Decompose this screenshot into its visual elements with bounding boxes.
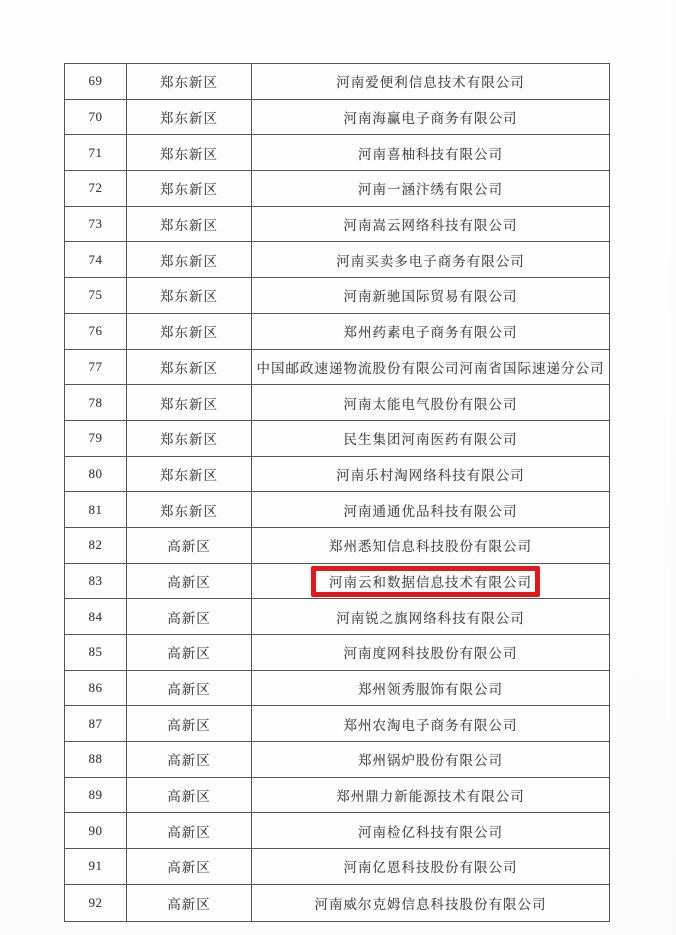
district-cell bbox=[127, 457, 252, 492]
company-cell-text: 河南亿恩科技股份有限公司 bbox=[343, 860, 518, 876]
company-cell-text: 郑州药素电子商务有限公司 bbox=[343, 325, 518, 341]
district-cell bbox=[127, 706, 252, 741]
company-cell-text: 郑州领秀服饰有限公司 bbox=[358, 682, 503, 698]
company-cell-text: 河南检亿科技有限公司 bbox=[358, 824, 503, 840]
district-cell bbox=[127, 778, 252, 813]
row-number-cell-text: 70 bbox=[88, 109, 103, 125]
row-number-cell-text: 80 bbox=[88, 465, 103, 481]
district-cell bbox=[127, 385, 252, 420]
district-cell bbox=[127, 64, 252, 99]
district-cell bbox=[127, 171, 252, 206]
company-cell bbox=[252, 742, 609, 777]
row-number-cell-text: 84 bbox=[88, 608, 103, 624]
company-cell-text: 河南嵩云网络科技有限公司 bbox=[343, 218, 518, 234]
company-cell bbox=[252, 706, 609, 741]
table-row bbox=[65, 64, 609, 100]
district-cell bbox=[127, 421, 252, 456]
district-cell bbox=[127, 564, 252, 599]
company-cell bbox=[252, 492, 609, 527]
table-row bbox=[65, 457, 609, 493]
row-number-cell bbox=[65, 778, 127, 813]
table-row bbox=[65, 885, 609, 921]
district-cell-text: 高新区 bbox=[167, 539, 211, 555]
district-cell-text: 高新区 bbox=[167, 717, 211, 733]
row-number-cell bbox=[65, 742, 127, 777]
table-row bbox=[65, 813, 609, 849]
district-cell-text: 郑东新区 bbox=[160, 396, 218, 412]
company-cell bbox=[252, 599, 609, 634]
district-cell-text: 郑东新区 bbox=[160, 75, 218, 91]
district-cell bbox=[127, 635, 252, 670]
district-cell-text: 高新区 bbox=[167, 753, 211, 769]
company-cell bbox=[252, 457, 609, 492]
row-number-cell bbox=[65, 528, 127, 563]
district-cell bbox=[127, 278, 252, 313]
company-cell-text: 郑州鼎力新能源技术有限公司 bbox=[336, 789, 525, 805]
district-cell-text: 郑东新区 bbox=[160, 325, 218, 341]
table-row bbox=[65, 314, 609, 350]
row-number-cell-text: 87 bbox=[88, 715, 103, 731]
table-row bbox=[65, 385, 609, 421]
row-number-cell bbox=[65, 849, 127, 884]
company-cell-text: 郑州农淘电子商务有限公司 bbox=[343, 717, 518, 733]
district-cell-text: 郑东新区 bbox=[160, 146, 218, 162]
row-number-cell-text: 88 bbox=[88, 751, 103, 767]
company-cell bbox=[252, 278, 609, 313]
table-row bbox=[65, 492, 609, 528]
row-number-cell-text: 79 bbox=[88, 430, 103, 446]
row-number-cell bbox=[65, 564, 127, 599]
row-number-cell bbox=[65, 314, 127, 349]
district-cell-text: 高新区 bbox=[167, 789, 211, 805]
company-cell bbox=[252, 135, 609, 170]
company-cell-text: 河南云和数据信息技术有限公司 bbox=[329, 574, 532, 590]
row-number-cell bbox=[65, 135, 127, 170]
company-cell bbox=[252, 671, 609, 706]
company-cell bbox=[252, 778, 609, 813]
district-cell-text: 郑东新区 bbox=[160, 289, 218, 305]
district-cell bbox=[127, 742, 252, 777]
row-number-cell-text: 83 bbox=[88, 572, 103, 588]
row-number-cell-text: 72 bbox=[88, 180, 103, 196]
company-cell-text: 河南度网科技股份有限公司 bbox=[343, 646, 518, 662]
company-cell-text: 郑州悉知信息科技股份有限公司 bbox=[329, 539, 532, 555]
district-cell bbox=[127, 528, 252, 563]
district-cell bbox=[127, 100, 252, 135]
row-number-cell bbox=[65, 421, 127, 456]
row-number-cell-text: 75 bbox=[88, 287, 103, 303]
district-cell bbox=[127, 350, 252, 385]
company-cell-text: 河南买卖多电子商务有限公司 bbox=[336, 253, 525, 269]
district-cell-text: 高新区 bbox=[167, 824, 211, 840]
district-cell-text: 郑东新区 bbox=[160, 253, 218, 269]
company-cell bbox=[252, 849, 609, 884]
row-number-cell-text: 74 bbox=[88, 251, 103, 267]
company-cell bbox=[252, 635, 609, 670]
row-number-cell bbox=[65, 100, 127, 135]
table-row bbox=[65, 635, 609, 671]
row-number-cell-text: 82 bbox=[88, 537, 103, 553]
row-number-cell bbox=[65, 671, 127, 706]
row-number-cell bbox=[65, 207, 127, 242]
district-cell bbox=[127, 599, 252, 634]
row-number-cell bbox=[65, 350, 127, 385]
company-cell bbox=[252, 885, 609, 921]
district-cell bbox=[127, 885, 252, 921]
company-cell bbox=[252, 421, 609, 456]
row-number-cell bbox=[65, 599, 127, 634]
district-cell-text: 郑东新区 bbox=[160, 111, 218, 127]
row-number-cell-text: 91 bbox=[88, 858, 103, 874]
row-number-cell-text: 92 bbox=[88, 894, 103, 910]
company-cell-text: 河南一涵汴绣有限公司 bbox=[358, 182, 503, 198]
table-row bbox=[65, 671, 609, 707]
row-number-cell bbox=[65, 813, 127, 848]
company-cell-text: 河南通通优品科技有限公司 bbox=[343, 503, 518, 519]
row-number-cell bbox=[65, 885, 127, 921]
table-row bbox=[65, 100, 609, 136]
company-cell bbox=[252, 171, 609, 206]
company-cell bbox=[252, 350, 609, 385]
row-number-cell-text: 85 bbox=[88, 644, 103, 660]
row-number-cell-text: 86 bbox=[88, 680, 103, 696]
company-cell-text: 河南乐村淘网络科技有限公司 bbox=[336, 467, 525, 483]
company-cell-text: 河南新驰国际贸易有限公司 bbox=[343, 289, 518, 305]
company-cell-text: 河南威尔克姆信息科技股份有限公司 bbox=[314, 896, 547, 912]
company-cell bbox=[252, 242, 609, 277]
company-cell-text: 河南太能电气股份有限公司 bbox=[343, 396, 518, 412]
row-number-cell bbox=[65, 457, 127, 492]
district-cell bbox=[127, 135, 252, 170]
company-cell-text: 郑州锅炉股份有限公司 bbox=[358, 753, 503, 769]
district-cell bbox=[127, 314, 252, 349]
row-number-cell-text: 69 bbox=[88, 73, 103, 89]
company-cell-text: 中国邮政速递物流股份有限公司河南省国际速递分公司 bbox=[256, 360, 605, 376]
table-row bbox=[65, 350, 609, 386]
row-number-cell bbox=[65, 278, 127, 313]
table-row bbox=[65, 135, 609, 171]
row-number-cell bbox=[65, 171, 127, 206]
district-cell bbox=[127, 849, 252, 884]
company-cell bbox=[252, 207, 609, 242]
company-cell-text: 河南海赢电子商务有限公司 bbox=[343, 111, 518, 127]
scan-edge-shading bbox=[668, 0, 676, 935]
district-cell-text: 高新区 bbox=[167, 646, 211, 662]
district-cell-text: 郑东新区 bbox=[160, 503, 218, 519]
table-row bbox=[65, 171, 609, 207]
district-cell-text: 高新区 bbox=[167, 682, 211, 698]
table-row bbox=[65, 599, 609, 635]
company-cell-text: 河南锐之旗网络科技有限公司 bbox=[336, 610, 525, 626]
district-cell-text: 郑东新区 bbox=[160, 182, 218, 198]
district-cell bbox=[127, 492, 252, 527]
district-cell-text: 高新区 bbox=[167, 860, 211, 876]
row-number-cell-text: 90 bbox=[88, 822, 103, 838]
row-number-cell-text: 78 bbox=[88, 394, 103, 410]
row-number-cell-text: 71 bbox=[88, 144, 103, 160]
table-row bbox=[65, 564, 609, 600]
company-cell bbox=[252, 813, 609, 848]
table-row bbox=[65, 742, 609, 778]
company-cell-text: 河南爱便利信息技术有限公司 bbox=[336, 75, 525, 91]
district-cell-text: 高新区 bbox=[167, 896, 211, 912]
district-cell bbox=[127, 242, 252, 277]
company-cell bbox=[252, 64, 609, 99]
company-cell bbox=[252, 385, 609, 420]
district-cell-text: 郑东新区 bbox=[160, 467, 218, 483]
district-cell bbox=[127, 207, 252, 242]
district-cell-text: 高新区 bbox=[167, 610, 211, 626]
company-cell-text: 河南喜柚科技有限公司 bbox=[358, 146, 503, 162]
table-row bbox=[65, 849, 609, 885]
district-cell-text: 郑东新区 bbox=[160, 360, 218, 376]
row-number-cell-text: 77 bbox=[88, 358, 103, 374]
row-number-cell-text: 89 bbox=[88, 787, 103, 803]
district-cell-text: 郑东新区 bbox=[160, 432, 218, 448]
table-row bbox=[65, 421, 609, 457]
table-row bbox=[65, 278, 609, 314]
table-row bbox=[65, 778, 609, 814]
row-number-cell-text: 81 bbox=[88, 501, 103, 517]
table-row bbox=[65, 242, 609, 278]
row-number-cell bbox=[65, 492, 127, 527]
district-cell-text: 高新区 bbox=[167, 574, 211, 590]
company-cell bbox=[252, 314, 609, 349]
row-number-cell bbox=[65, 706, 127, 741]
company-cell bbox=[252, 564, 609, 599]
row-number-cell bbox=[65, 635, 127, 670]
table-row bbox=[65, 528, 609, 564]
row-number-cell-text: 76 bbox=[88, 323, 103, 339]
district-cell bbox=[127, 671, 252, 706]
company-cell-text: 民生集团河南医药有限公司 bbox=[343, 432, 518, 448]
row-number-cell bbox=[65, 385, 127, 420]
table-row bbox=[65, 706, 609, 742]
row-number-cell bbox=[65, 242, 127, 277]
company-cell bbox=[252, 528, 609, 563]
company-table bbox=[64, 63, 610, 922]
district-cell-text: 郑东新区 bbox=[160, 218, 218, 234]
table-row bbox=[65, 207, 609, 243]
row-number-cell-text: 73 bbox=[88, 216, 103, 232]
row-number-cell bbox=[65, 64, 127, 99]
company-cell bbox=[252, 100, 609, 135]
district-cell bbox=[127, 813, 252, 848]
